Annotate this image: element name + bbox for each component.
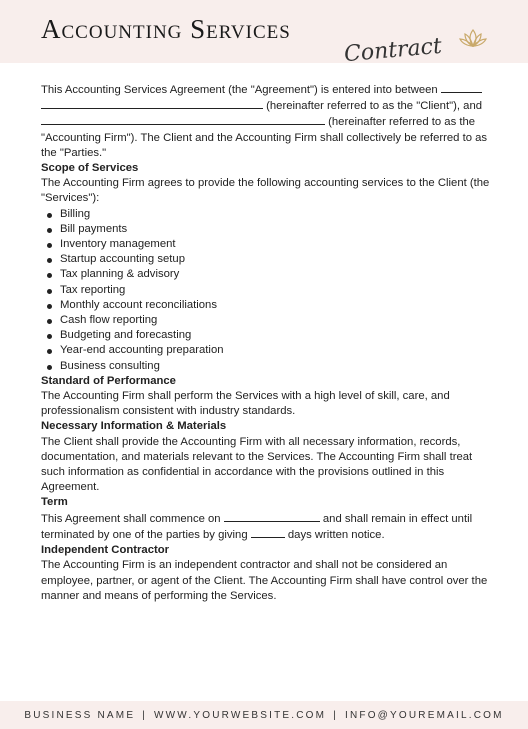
list-item: Monthly account reconciliations (60, 298, 491, 313)
section-heading: Necessary Information & Materials (41, 420, 227, 433)
services-list (41, 207, 491, 374)
section-text: The Client shall provide the Accounting Firm with all necessary information, records, documentation, and materials relevant to the Services. The Accounting Firm shall treat such information as confidential in accordance with the provisions outlined in this Agreement. (41, 435, 473, 494)
list-item: Tax planning & advisory (60, 267, 491, 282)
section-heading: Standard of Performance (41, 374, 176, 387)
blank-line (441, 82, 482, 93)
term-paragraph (41, 511, 491, 543)
list-item: Startup accounting setup (60, 252, 491, 267)
list-item: Billing (60, 207, 491, 222)
list-item: Year-end accounting preparation (60, 343, 491, 358)
footer-separator: | (333, 709, 338, 721)
footer-business-name: BUSINESS NAME (24, 709, 136, 721)
firm-name-blank (41, 114, 325, 125)
intro-text: "Accounting Firm"). The Client and the Accounting Firm shall collectively be referred to as the "Parties." (41, 131, 488, 159)
section-heading: Scope of Services (41, 162, 139, 175)
section-heading: Independent Contractor (41, 544, 170, 557)
page-title: Accounting Services (41, 14, 291, 44)
term-text: This Agreement shall commence on (41, 512, 221, 525)
section-text: The Accounting Firm shall perform the Services with a high level of skill, care, and professionalism consistent with industry standards. (41, 390, 450, 418)
lotus-icon (459, 28, 487, 48)
notice-days-blank (251, 527, 285, 538)
term-text: and shall remain in effect until terminated by one of the parties by giving (41, 512, 473, 541)
section-text: The Accounting Firm is an independent contractor and shall not be considered an employee, partner, or agent of the Client. The Accounting Firm shall have control over the manner and means of performing the Services. (41, 559, 488, 602)
footer-website: WWW.YOURWEBSITE.COM (154, 709, 327, 721)
list-item: Bill payments (60, 222, 491, 237)
list-item: Tax reporting (60, 283, 491, 298)
list-item: Budgeting and forecasting (60, 328, 491, 343)
intro-text: This Accounting Services Agreement (the "Agreement") is entered into between (41, 84, 438, 96)
start-date-blank (224, 511, 320, 522)
contract-script-subtitle: Contract (343, 33, 443, 68)
client-name-blank (41, 98, 263, 109)
intro-paragraph (41, 82, 491, 161)
footer-email: INFO@YOUREMAIL.COM (344, 709, 504, 721)
contract-body (41, 82, 491, 604)
section-text: The Accounting Firm agrees to provide the following accounting services to the Client (the "Services"): (41, 177, 490, 205)
list-item: Cash flow reporting (60, 313, 491, 328)
term-text: days written notice. (287, 528, 385, 541)
section-heading: Term (41, 496, 68, 509)
intro-text: (hereinafter referred to as the "Client"), and (266, 100, 483, 113)
footer-separator: | (142, 709, 147, 721)
footer-band (0, 701, 528, 729)
list-item: Business consulting (60, 359, 491, 374)
intro-text: (hereinafter referred to as the (328, 116, 476, 129)
list-item: Inventory management (60, 237, 491, 252)
